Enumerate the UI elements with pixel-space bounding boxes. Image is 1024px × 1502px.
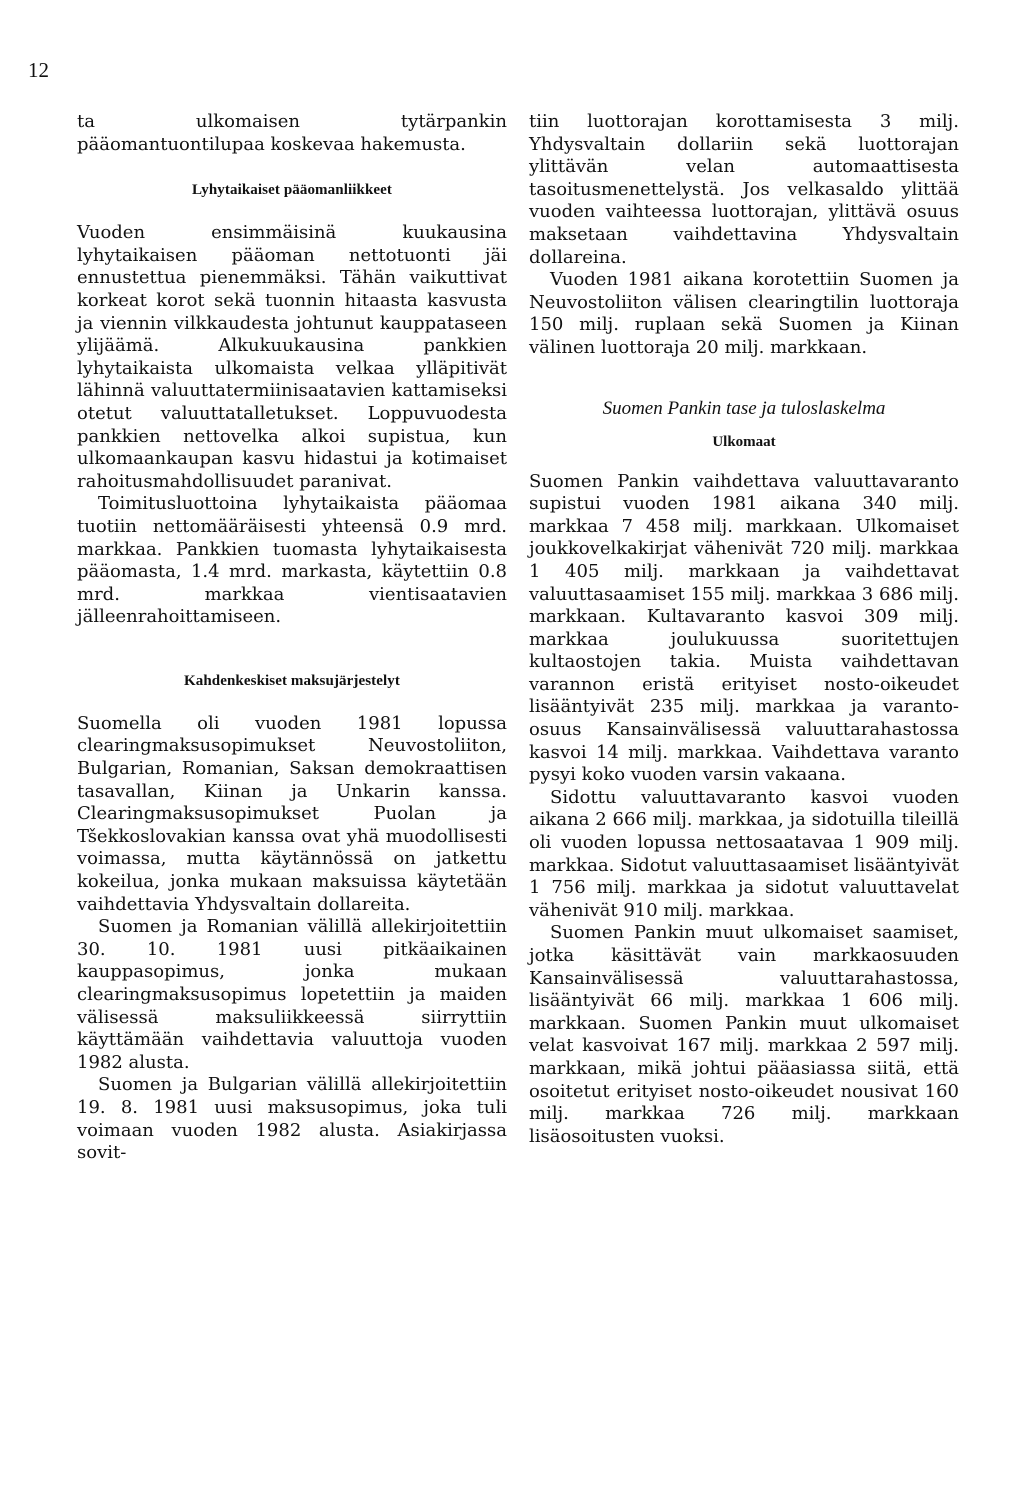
balance-sheet-heading: Suomen Pankin tase ja tuloslaskelma: [602, 397, 886, 419]
bilateral-payments-heading: Kahdenkeskiset maksujärjestelyt: [183, 672, 400, 689]
short-term-paragraph-1: Vuoden ensimmäisinä kuukausina lyhytaikaisen pääoman nettotuonti jäi ennustettua pienemmäksi. Tähän vaikuttivat korkeat korot sekä tuonnin hitaasta kasvusta ja viennin vilkkaudesta johtunut kauppataseen ylijäämä. Alkukuukausina pankkien lyhytaikaista ulkomaista velkaa ylläpitivät lähinnä valuuttatermiinisaatavien kattamiseksi otetut valuuttatalletukset. Loppuvuodesta pankkien nettovelka alkoi supistua, kun ulkomaankaupan kasvu hidastui ja kotimaiset rahoitusmahdollisuudet paranivat.: [77, 222, 507, 492]
continuation-paragraph-2: Vuoden 1981 aikana korotettiin Suomen ja Neuvostoliiton välisen clearingtilin luottoraja 150 milj. ruplaan sekä Suomen ja Kiinan välinen luottoraja 20 milj. markkaan.: [529, 269, 959, 358]
balance-paragraph-3: Suomen Pankin muut ulkomaiset saamiset, jotka käsittävät vain markkaosuuden Kansainvälisessä valuuttarahastossa, lisääntyivät 66 milj. markkaa 1 606 milj. markkaan. Suomen Pankin muut ulkomaiset velat kasvoivat 167 milj. markkaa 2 597 milj. markkaan, mikä johtui pääasiassa siitä, että osoitetut erityiset nosto-oikeudet nousivat 160 milj. markkaa 726 milj. markkaan lisäosoitusten vuoksi.: [529, 922, 959, 1147]
foreign-subheading: Ulkomaat: [712, 433, 776, 450]
short-term-paragraph-2: Toimitusluottoina lyhytaikaista pääomaa tuotiin nettomääräisesti yhteensä 0.9 mrd. markkaa. Pankkien tuomasta lyhytaikaisesta pääomasta, 1.4 mrd. markasta, käytettiin 0.8 mrd. markkaa vientisaatavien jälleenrahoittamiseen.: [77, 493, 507, 628]
left-column: [77, 111, 507, 1165]
bilateral-paragraph-2: Suomen ja Romanian välillä allekirjoitettiin 30. 10. 1981 uusi pitkäaikainen kauppasopimus, jonka mukaan clearingmaksusopimus lopetettiin ja maiden välisessä maksuliikkeessä siirryttiin käyttämään vaihdettavia valuuttoja vuoden 1982 alusta.: [77, 916, 507, 1073]
short-term-capital-heading: Lyhytaikaiset pääomanliikkeet: [191, 182, 392, 199]
bilateral-paragraph-1: Suomella oli vuoden 1981 lopussa clearingmaksusopimukset Neuvostoliiton, Bulgarian, Romanian, Saksan demokraattisen tasavallan, Kiinan ja Unkarin kanssa. Clearingmaksusopimukset Puolan ja Tšekkoslovakian kanssa ovat yhä muodollisesti voimassa, mutta käytännössä on jatkettu kokeilua, jonka mukaan maksuissa käytetään vaihdettavia Yhdysvaltain dollareita.: [77, 712, 507, 915]
page-number: 12: [28, 58, 49, 82]
continuation-paragraph-1: tiin luottorajan korottamisesta 3 milj. Yhdysvaltain dollariin sekä luottorajan ylittävän velan automaattisesta tasoitusmenettelystä. Jos velkasaldo ylittää vuoden vaihteessa luottorajan, ylittävä osuus maksetaan vaihdettavina Yhdysvaltain dollareina.: [529, 111, 959, 268]
bilateral-paragraph-3: Suomen ja Bulgarian välillä allekirjoitettiin 19. 8. 1981 uusi maksusopimus, joka tuli voimaan vuoden 1982 alusta. Asiakirjassa sovit-: [77, 1074, 507, 1164]
balance-paragraph-2: Sidottu valuuttavaranto kasvoi vuoden aikana 2 666 milj. markkaa, ja sidotuilla tileillä oli vuoden lopussa nettosaatavaa 1 909 milj. markkaa. Sidotut valuuttasaamiset lisääntyivät 1 756 milj. markkaa ja sidotut valuuttavelat vähenivät 910 milj. markkaa.: [529, 786, 959, 921]
intro-paragraph: ta ulkomaisen tytärpankin pääomantuontilupaa koskevaa hakemusta.: [77, 111, 507, 155]
right-column: [529, 111, 959, 1148]
balance-paragraph-1: Suomen Pankin vaihdettava valuuttavaranto supistui vuoden 1981 aikana 340 milj. markkaa 7 458 milj. markkaan. Ulkomaiset joukkovelkakirjat vähenivät 720 milj. markkaa 1 405 milj. markkaan ja vaihdettavat valuuttasaamiset 155 milj. markkaa 3 686 milj. markkaan. Kultavaranto kasvoi 309 milj. markkaa joulukuussa suoritettujen kultaostojen takia. Muista vaihdettavan varannon eristä erityiset nosto-oikeudet lisääntyivät 235 milj. markkaa ja varanto-osuus Kansainvälisessä valuuttarahastossa kasvoi 14 milj. markkaa. Vaihdettava varanto pysyi koko vuoden varsin vakaana.: [529, 470, 959, 786]
